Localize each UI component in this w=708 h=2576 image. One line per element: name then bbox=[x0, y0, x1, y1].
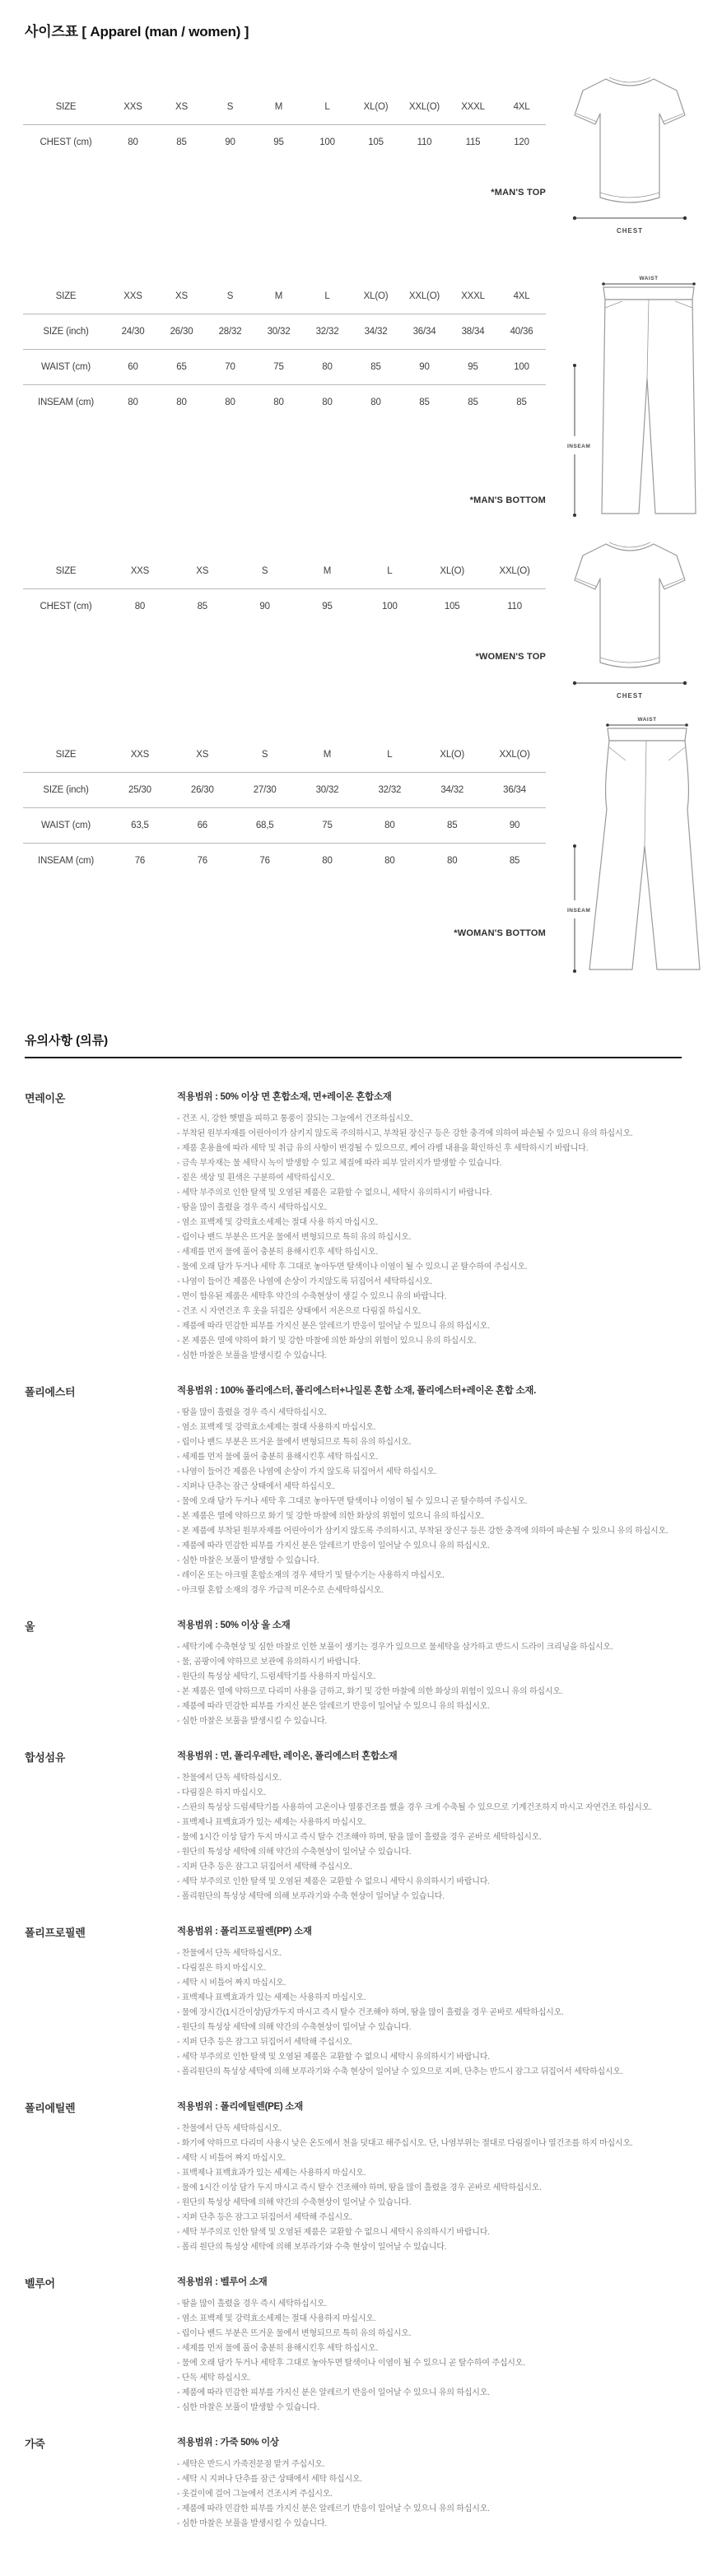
table-cell: 26/30 bbox=[171, 772, 234, 807]
care-instruction: - 옷걸이에 걸어 그늘에서 건조시켜 주십시오. bbox=[177, 2490, 333, 2499]
table-cell: 95 bbox=[449, 349, 497, 384]
column-header: S bbox=[261, 566, 268, 576]
mans-top-footnote: *MAN'S TOP bbox=[491, 188, 546, 198]
care-instruction: - 본 제품에 부착된 원부자재를 어린아이가 삼키지 않도록 주의하시고, 부착된 장신구 등은 강한 충격에 의하여 파손될 수 있으니 유의 하십시오. bbox=[177, 1527, 668, 1536]
table-cell: 36/34 bbox=[400, 314, 449, 349]
care-instruction: - 땀을 많이 흘렸을 경우 즉시 세탁하십시오. bbox=[177, 1408, 327, 1417]
care-sections bbox=[0, 1058, 708, 2532]
table-cell: 85 bbox=[352, 349, 400, 384]
table-cell: 80 bbox=[206, 384, 254, 420]
column-header: SIZE bbox=[55, 750, 77, 760]
care-instruction: - 면이 함유된 제품은 세탁후 약간의 수축현상이 생길 수 있으니 유의 바랍니다. bbox=[177, 1292, 447, 1301]
table-cell: 28/32 bbox=[206, 314, 254, 349]
fabric-label: 가죽 bbox=[25, 2438, 45, 2450]
table-cell: 100 bbox=[303, 124, 352, 160]
table-cell: 30/32 bbox=[296, 772, 359, 807]
waist-measure-label: WAIST bbox=[637, 717, 657, 723]
size-table-grid bbox=[23, 561, 546, 624]
care-instruction: - 지퍼 단추 등은 잠그고 뒤집어서 세탁해 주십시오. bbox=[177, 2213, 352, 2222]
care-instruction: - 다림질은 하지 마십시오. bbox=[177, 1788, 267, 1797]
fabric-label: 벨루어 bbox=[25, 2277, 55, 2290]
table-cell: 115 bbox=[449, 124, 497, 160]
care-instruction: - 세제를 먼저 물에 풀어 충분히 용해시킨후 세탁 하십시오. bbox=[177, 2344, 378, 2353]
care-section bbox=[0, 1749, 708, 1904]
row-label: CHEST (cm) bbox=[23, 588, 109, 624]
table-cell: 80 bbox=[303, 349, 352, 384]
size-table-grid bbox=[23, 286, 546, 420]
care-scope: 적용범위 : 100% 폴리에스터, 폴리에스터+나일론 혼합 소재, 폴리에스터+레이온 혼합 소재. bbox=[177, 1386, 537, 1396]
care-instruction: - 짙은 색상 및 흰색은 구분하여 세탁하십시오. bbox=[177, 1174, 335, 1183]
table-cell: 90 bbox=[483, 807, 546, 843]
care-instruction: - 원단의 특성상 세탁에 의해 약간의 수축현상이 일어날 수 있습니다. bbox=[177, 2023, 412, 2032]
table-cell: 105 bbox=[352, 124, 400, 160]
care-instruction: - 세제를 먼저 물에 풀어 충분히 용해시킨후 세탁 하십시오. bbox=[177, 1453, 378, 1462]
care-body bbox=[177, 1618, 708, 1729]
table-cell: 95 bbox=[296, 588, 359, 624]
care-body bbox=[177, 1090, 708, 1364]
column-header: XXS bbox=[123, 291, 142, 301]
care-instruction: - 세탁 부주의로 인한 탈색 및 오염된 제품은 교환할 수 없으니 세탁시 유의하시기 바랍니다. bbox=[177, 2053, 490, 2062]
column-header: SIZE bbox=[55, 102, 77, 112]
column-header: M bbox=[323, 750, 332, 760]
care-instruction: - 지퍼 단추 등은 잠그고 뒤집어서 세탁해 주십시오. bbox=[177, 1862, 352, 1872]
table-cell: 36/34 bbox=[483, 772, 546, 807]
table-cell: 27/30 bbox=[234, 772, 296, 807]
row-label: WAIST (cm) bbox=[23, 807, 109, 843]
care-section bbox=[0, 1618, 708, 1729]
column-header: L bbox=[387, 750, 393, 760]
care-instruction: - 표백제나 표백효과가 있는 세제는 사용하지 마십시오. bbox=[177, 1993, 366, 2002]
care-section bbox=[0, 1924, 708, 2080]
care-instruction: - 아크릴 혼합 소재의 경우 가급적 미온수로 손세탁하십시오. bbox=[177, 1586, 384, 1595]
care-instruction: - 제품 혼용율에 따라 세탁 및 취급 유의 사항이 변경될 수 있으므로, 케어 라벨 내용을 확인하신 후 세탁하시기 바랍니다. bbox=[177, 1144, 589, 1153]
table-cell: 85 bbox=[400, 384, 449, 420]
column-header: S bbox=[226, 102, 234, 112]
table-cell: 85 bbox=[497, 384, 546, 420]
care-instruction: - 세탁 시 비틀어 짜지 마십시오. bbox=[177, 2154, 286, 2163]
column-header: XL(O) bbox=[440, 750, 465, 760]
care-instruction: - 제품에 따라 민감한 피부를 가지신 분은 알레르기 반응이 일어날 수 있으니 유의 하십시오. bbox=[177, 2504, 490, 2513]
table-cell: 90 bbox=[234, 588, 296, 624]
care-scope: 적용범위 : 면, 폴리우레탄, 레이온, 폴리에스터 혼합소재 bbox=[177, 1751, 398, 1761]
care-instruction: - 스판의 특성상 드럼세탁기를 사용하여 고온이나 열풍건조를 했을 경우 크게 수축될 수 있으므로 기계건조하지 마시고 자연건조 하십시오. bbox=[177, 1803, 652, 1812]
table-cell: 76 bbox=[109, 843, 171, 878]
column-header: 4XL bbox=[513, 291, 530, 301]
column-header: L bbox=[324, 291, 330, 301]
page-title: 사이즈표 [ Apparel (man / women) ] bbox=[25, 24, 249, 40]
row-label: WAIST (cm) bbox=[23, 349, 109, 384]
care-instruction: - 물, 곰팡이에 약하므로 보관에 유의하시기 바랍니다. bbox=[177, 1658, 361, 1667]
table-cell: 95 bbox=[254, 124, 303, 160]
care-instruction: - 세제를 먼저 물에 풀어 충분히 용해시킨후 세탁 하십시오. bbox=[177, 1248, 378, 1257]
care-scope: 적용범위 : 가죽 50% 이상 bbox=[177, 2438, 279, 2448]
care-instruction: - 물에 장시간(1시간이상)담가두지 마시고 즉시 탈수 건조해야 하며, 땀을 많이 흘렸을 경우 곧바로 세탁하십시오. bbox=[177, 2008, 564, 2017]
table-cell: 34/32 bbox=[421, 772, 483, 807]
mans-top-table bbox=[23, 97, 546, 160]
care-instruction: - 심한 마찰은 보풀을 발생시킬 수 있습니다. bbox=[177, 2519, 327, 2528]
inseam-measure-label: INSEAM bbox=[567, 908, 591, 914]
care-instruction: - 본 제품은 열에 약하므로 화기 및 강한 마찰에 의한 화상의 위험이 있으니 유의 하십시오. bbox=[177, 1512, 484, 1521]
waist-measure-label: WAIST bbox=[639, 276, 659, 281]
size-table-grid bbox=[23, 745, 546, 878]
table-cell: 90 bbox=[400, 349, 449, 384]
table-cell: 85 bbox=[171, 588, 234, 624]
care-instruction: - 심한 마찰은 보풀이 발생할 수 있습니다. bbox=[177, 2403, 319, 2412]
care-scope: 적용범위 : 50% 이상 울 소재 bbox=[177, 1620, 291, 1630]
table-cell: 80 bbox=[296, 843, 359, 878]
care-instruction: - 제품에 따라 민감한 피부를 가지신 분은 알레르기 반응이 일어날 수 있으니 유의 하십시오. bbox=[177, 1322, 490, 1331]
care-instruction: - 건조 시 자연건조 후 옷을 뒤집은 상태에서 저온으로 다림질 하십시오. bbox=[177, 1307, 422, 1316]
care-instruction: - 물에 오래 담가 두거나 세탁 후 그대로 놓아두면 탈색이나 이염이 될 수 있으니 곧 탈수하여 주십시오. bbox=[177, 1497, 528, 1506]
table-cell: 80 bbox=[358, 807, 421, 843]
column-header: XL(O) bbox=[440, 566, 465, 576]
table-cell: 110 bbox=[400, 124, 449, 160]
table-cell: 80 bbox=[303, 384, 352, 420]
care-title: 유의사항 (의류) bbox=[25, 1034, 109, 1048]
table-cell: 80 bbox=[109, 384, 157, 420]
row-label: INSEAM (cm) bbox=[23, 384, 109, 420]
care-instruction: - 제품에 따라 민감한 피부를 가지신 분은 알레르기 반응이 일어날 수 있으니 유의 하십시오. bbox=[177, 1541, 490, 1551]
column-header: XXL(O) bbox=[499, 750, 530, 760]
care-instruction: - 땀을 많이 흘렸을 경우 즉시 세탁하십시오. bbox=[177, 1203, 327, 1212]
table-cell: 25/30 bbox=[109, 772, 171, 807]
table-cell: 32/32 bbox=[303, 314, 352, 349]
care-instruction: - 물에 오래 담가 두거나 세탁후 그대로 놓아두면 탈색이나 이염이 될 수 있으니 곧 탈수하여 주십시오. bbox=[177, 2359, 525, 2368]
care-instruction: - 물에 1시간 이상 담가 두지 마시고 즉시 탈수 건조해야 하며, 땀을 많이 흘렸을 경우 곧바로 세탁하십시오. bbox=[177, 2183, 542, 2192]
fabric-label: 폴리에틸렌 bbox=[25, 2102, 76, 2114]
table-cell: 110 bbox=[483, 588, 546, 624]
care-instruction: - 세탁 시 지퍼나 단추를 잠근 상태에서 세탁 하십시오. bbox=[177, 2475, 362, 2484]
table-cell: 68,5 bbox=[234, 807, 296, 843]
table-cell: 80 bbox=[352, 384, 400, 420]
column-header: XXXL bbox=[461, 291, 485, 301]
care-instruction: - 물에 1시간 이상 담가 두지 마시고 즉시 탈수 건조해야 하며, 땀을 많이 흘렸을 경우 곧바로 세탁하십시오. bbox=[177, 1833, 542, 1842]
table-cell: 32/32 bbox=[358, 772, 421, 807]
table-cell: 105 bbox=[421, 588, 483, 624]
row-label: INSEAM (cm) bbox=[23, 843, 109, 878]
table-cell: 65 bbox=[157, 349, 206, 384]
table-cell: 75 bbox=[254, 349, 303, 384]
care-body bbox=[177, 1924, 708, 2080]
care-instruction: - 표백제나 표백효과가 있는 세제는 사용하지 마십시오. bbox=[177, 2169, 366, 2178]
table-cell: 70 bbox=[206, 349, 254, 384]
care-scope: 적용범위 : 50% 이상 면 혼합소재, 면+레이온 혼합소재 bbox=[177, 1092, 392, 1102]
row-label: SIZE (inch) bbox=[23, 314, 109, 349]
fabric-label: 울 bbox=[25, 1620, 35, 1633]
care-instruction: - 세탁 부주의로 인한 탈색 및 오염된 제품은 교환할 수 없으니 세탁시 유의하시기 바랍니다. bbox=[177, 1877, 490, 1886]
care-instruction: - 본 제품은 열에 약하므로 다리미 사용을 금하고, 화기 및 강한 마찰에 의한 화상의 위험이 있으니 유의 하십시오. bbox=[177, 1687, 563, 1696]
care-instruction: - 심한 마찰은 보풀이 발생할 수 있습니다. bbox=[177, 1556, 319, 1565]
care-body bbox=[177, 1383, 708, 1598]
table-cell: 60 bbox=[109, 349, 157, 384]
care-instruction: - 세탁기에 수축현상 및 심한 마찰로 인한 보풀이 생기는 경우가 있으므로 물세탁을 삼가하고 반드시 드라이 크리닝을 하십시오. bbox=[177, 1643, 613, 1652]
table-cell: 85 bbox=[449, 384, 497, 420]
column-header: S bbox=[261, 750, 268, 760]
table-cell: 40/36 bbox=[497, 314, 546, 349]
care-instruction: - 심한 마찰은 보풀을 발생시킬 수 있습니다. bbox=[177, 1351, 327, 1360]
care-instruction: - 건조 시, 강한 햇볕을 피하고 통풍이 잘되는 그늘에서 건조하십시오. bbox=[177, 1114, 413, 1123]
care-instruction: - 원단의 특성상 세탁에 의해 약간의 수축현상이 일어날 수 있습니다. bbox=[177, 1848, 412, 1857]
care-instruction: - 부착된 원부자재를 어린아이가 삼키지 않도록 주의하시고, 부착된 장신구 등은 강한 충격에 의하여 파손될 수 있으니 유의 하십시오. bbox=[177, 1129, 633, 1138]
care-instruction: - 찬물에서 단독 세탁하십시오. bbox=[177, 1774, 282, 1783]
womens-top-footnote: *WOMEN'S TOP bbox=[475, 652, 546, 662]
table-cell: 80 bbox=[254, 384, 303, 420]
table-cell: 80 bbox=[109, 124, 157, 160]
table-cell: 34/32 bbox=[352, 314, 400, 349]
care-section bbox=[0, 1090, 708, 1364]
table-cell: 85 bbox=[157, 124, 206, 160]
column-header: XS bbox=[196, 566, 209, 576]
care-instruction: - 세탁 부주의로 인한 탈색 및 오염된 제품은 교환할 수 없으니 세탁시 유의하시기 바랍니다. bbox=[177, 2228, 490, 2237]
table-cell: 63,5 bbox=[109, 807, 171, 843]
womens-top-table bbox=[23, 561, 546, 624]
column-header: XXS bbox=[130, 750, 150, 760]
table-cell: 120 bbox=[497, 124, 546, 160]
care-instruction: - 립이나 밴드 부분은 뜨거운 물에서 변형되므로 특히 유의 하십시오. bbox=[177, 1233, 412, 1242]
fabric-label: 합성섬유 bbox=[25, 1751, 66, 1764]
care-instruction: - 화기에 약하므로 다리미 사용시 낮은 온도에서 천을 덧대고 해주십시오. 단, 나염부위는 절대로 다림질이나 열건조를 하지 마십시오. bbox=[177, 2139, 633, 2148]
table-cell: 66 bbox=[171, 807, 234, 843]
care-instruction: - 세탁 시 비틀어 짜지 마십시오. bbox=[177, 1978, 286, 1988]
care-instruction: - 물에 오래 담가 두거나 세탁 후 그대로 놓아두면 탈색이나 이염이 될 수 있으니 곧 탈수하여 주십시오. bbox=[177, 1262, 528, 1272]
care-instruction: - 립이나 밴드 부분은 뜨거운 물에서 변형되므로 특히 유의 하십시오. bbox=[177, 1438, 412, 1447]
size-table-grid bbox=[23, 97, 546, 160]
table-cell: 80 bbox=[421, 843, 483, 878]
womans-bottom-footnote: *WOMAN'S BOTTOM bbox=[454, 928, 546, 938]
column-header: XL(O) bbox=[363, 291, 389, 301]
care-instruction: - 단독 세탁 하십시오. bbox=[177, 2374, 251, 2383]
care-scope: 적용범위 : 폴리프로필렌(PP) 소재 bbox=[177, 1927, 312, 1937]
table-cell: 24/30 bbox=[109, 314, 157, 349]
chest-measure-label: CHEST bbox=[616, 227, 644, 235]
table-cell: 75 bbox=[296, 807, 359, 843]
care-instruction: - 표백제나 표백효과가 있는 세제는 사용하지 마십시오. bbox=[177, 1818, 366, 1827]
pants-diagram-woman bbox=[566, 714, 706, 979]
care-scope: 적용범위 : 벨루어 소재 bbox=[177, 2277, 268, 2287]
care-instruction: - 폴리원단의 특성상 세탁에 의해 보푸라기와 수축 현상이 일어날 수 있습니다. bbox=[177, 1892, 445, 1901]
table-cell: 30/32 bbox=[254, 314, 303, 349]
care-instruction: - 폴리원단의 특성상 세탁에 의해 보푸라기와 수축 현상이 일어날 수 있으므로 지퍼, 단추는 반드시 잠그고 뒤집어서 세탁하십시오. bbox=[177, 2067, 623, 2076]
column-header: SIZE bbox=[55, 291, 77, 301]
column-header: L bbox=[387, 566, 393, 576]
care-instruction: - 세탁 부주의로 인한 탈색 및 오염된 제품은 교환할 수 없으니, 세탁시 유의하시기 바랍니다. bbox=[177, 1188, 492, 1197]
care-body bbox=[177, 1749, 708, 1904]
column-header: L bbox=[324, 102, 330, 112]
table-cell: 38/34 bbox=[449, 314, 497, 349]
care-instruction: - 레이온 또는 아크릴 혼합소재의 경우 세탁기 및 탈수기는 사용하지 마십시오. bbox=[177, 1571, 445, 1580]
table-cell: 100 bbox=[358, 588, 421, 624]
care-instruction: - 심한 마찰은 보풀을 발생시킬 수 있습니다. bbox=[177, 1717, 327, 1726]
care-instruction: - 원단의 특성상 세탁기, 드럼세탁기를 사용하지 마십시오. bbox=[177, 1672, 376, 1681]
table-cell: 85 bbox=[421, 807, 483, 843]
table-cell: 76 bbox=[234, 843, 296, 878]
care-section bbox=[0, 2435, 708, 2532]
column-header: XS bbox=[175, 291, 188, 301]
mans-bottom-table bbox=[23, 286, 546, 420]
care-notes-area bbox=[0, 1031, 708, 2576]
pants-diagram-man bbox=[566, 273, 706, 522]
care-instruction: - 본 제품은 열에 약하여 화기 및 강한 마찰에 의한 화상의 위험이 있으니 유의 하십시오. bbox=[177, 1337, 477, 1346]
column-header: XXL(O) bbox=[408, 291, 440, 301]
table-cell: 80 bbox=[358, 843, 421, 878]
size-charts-area bbox=[0, 0, 708, 1025]
table-cell: 80 bbox=[109, 588, 171, 624]
care-instruction: - 세탁은 반드시 가죽전문점 맡겨 주십시오. bbox=[177, 2460, 325, 2469]
fabric-label: 폴리에스터 bbox=[25, 1386, 76, 1398]
care-section bbox=[0, 1383, 708, 1598]
chest-measure-label: CHEST bbox=[616, 692, 644, 700]
column-header: XS bbox=[175, 102, 188, 112]
column-header: XXL(O) bbox=[408, 102, 440, 112]
column-header: 4XL bbox=[513, 102, 530, 112]
care-body bbox=[177, 2435, 708, 2532]
care-instruction: - 땀을 많이 흘렸을 경우 즉시 세탁하십시오. bbox=[177, 2299, 327, 2309]
column-header: XXS bbox=[123, 102, 142, 112]
table-cell: 80 bbox=[157, 384, 206, 420]
care-instruction: - 다림질은 하지 마십시오. bbox=[177, 1964, 267, 1973]
care-instruction: - 찬물에서 단독 세탁하십시오. bbox=[177, 2124, 282, 2133]
fabric-label: 폴리프로필렌 bbox=[25, 1927, 86, 1939]
table-cell: 26/30 bbox=[157, 314, 206, 349]
care-instruction: - 찬물에서 단독 세탁하십시오. bbox=[177, 1949, 282, 1958]
care-instruction: - 염소 표백제 및 강력효소세제는 절대 사용하지 마십시오. bbox=[177, 2314, 376, 2323]
care-instruction: - 염소 표백제 및 강력효소세제는 절대 사용하지 마십시오. bbox=[177, 1423, 376, 1432]
inseam-measure-label: INSEAM bbox=[567, 444, 591, 449]
care-instruction: - 제품에 따라 민감한 피부를 가지신 분은 알레르기 반응이 일어날 수 있으니 유의 하십시오. bbox=[177, 2388, 490, 2397]
fabric-label: 면레이온 bbox=[25, 1092, 66, 1104]
table-cell: 85 bbox=[483, 843, 546, 878]
care-instruction: - 염소 표백제 및 강력효소세제는 절대 사용 하지 마십시오. bbox=[177, 1218, 378, 1227]
care-instruction: - 나염이 들어간 제품은 나염에 손상이 가지않도록 뒤집어서 세탁하십시오. bbox=[177, 1277, 433, 1286]
column-header: XXL(O) bbox=[499, 566, 530, 576]
womans-bottom-table bbox=[23, 745, 546, 878]
table-cell: 100 bbox=[497, 349, 546, 384]
care-section bbox=[0, 2099, 708, 2255]
care-section bbox=[0, 2275, 708, 2416]
column-header: SIZE bbox=[55, 566, 77, 576]
row-label: CHEST (cm) bbox=[23, 124, 109, 160]
care-instruction: - 제품에 따라 민감한 피부를 가지신 분은 알레르기 반응이 일어날 수 있으니 유의 하십시오. bbox=[177, 1702, 490, 1711]
care-instruction: - 지퍼 단추 등은 잠그고 뒤집어서 세탁해 주십시오. bbox=[177, 2038, 352, 2047]
column-header: XS bbox=[196, 750, 209, 760]
column-header: XXXL bbox=[461, 102, 485, 112]
row-label: SIZE (inch) bbox=[23, 772, 109, 807]
care-instruction: - 지퍼나 단추는 잠근 상태에서 세탁 하십시오. bbox=[177, 1482, 335, 1491]
column-header: XL(O) bbox=[363, 102, 389, 112]
column-header: M bbox=[274, 102, 283, 112]
care-body bbox=[177, 2275, 708, 2416]
column-header: S bbox=[226, 291, 234, 301]
care-scope: 적용범위 : 폴리에틸렌(PE) 소재 bbox=[177, 2102, 303, 2112]
care-instruction: - 립이나 밴드 부분은 뜨거운 물에서 변형되므로 특히 유의 하십시오. bbox=[177, 2329, 412, 2338]
column-header: M bbox=[274, 291, 283, 301]
table-cell: 76 bbox=[171, 843, 234, 878]
tshirt-diagram-man bbox=[568, 66, 692, 237]
column-header: XXS bbox=[130, 566, 150, 576]
care-instruction: - 나염이 들어간 제품은 나염에 손상이 가지 않도록 뒤집어서 세탁 하십시오. bbox=[177, 1467, 437, 1476]
care-body bbox=[177, 2099, 708, 2255]
care-instruction: - 원단의 특성상 세탁에 의해 약간의 수축현상이 일어날 수 있습니다. bbox=[177, 2198, 412, 2207]
care-instruction: - 금속 부자재는 물 세탁시 녹이 발생할 수 있고 체질에 따라 피부 알러지가 발생할 수 있습니다. bbox=[177, 1159, 502, 1168]
mans-bottom-footnote: *MAN'S BOTTOM bbox=[469, 495, 546, 505]
care-instruction: - 폴리 원단의 특성상 세탁에 의해 보푸라기와 수축 현상이 일어날 수 있습니다. bbox=[177, 2243, 447, 2252]
table-cell: 90 bbox=[206, 124, 254, 160]
tshirt-diagram-woman bbox=[568, 531, 692, 702]
column-header: M bbox=[323, 566, 332, 576]
